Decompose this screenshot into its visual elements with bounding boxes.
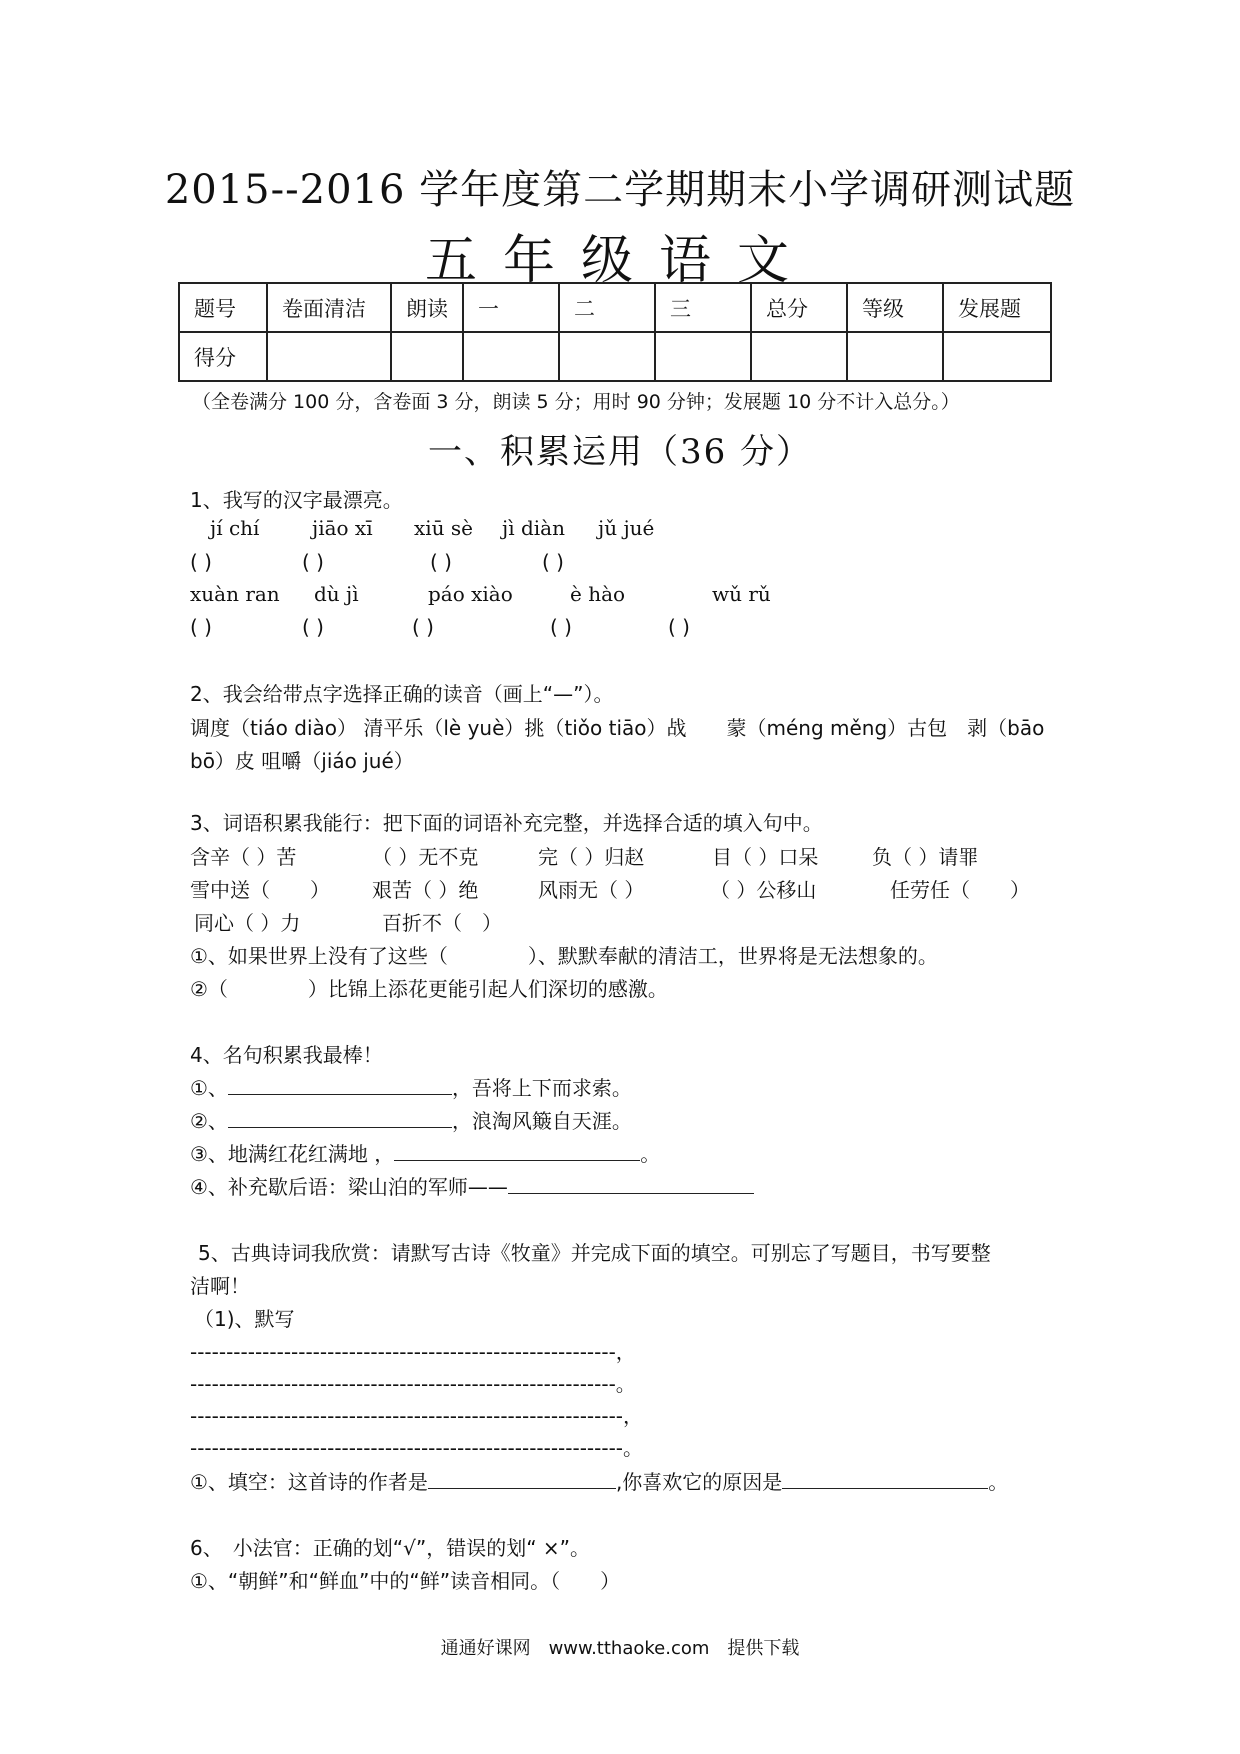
score-cell <box>559 332 655 381</box>
document-subtitle: 五年级语文 <box>424 231 815 291</box>
idiom-blank[interactable]: 负（ ）请罪 <box>872 845 979 869</box>
pinyin: jiāo xī <box>312 516 373 540</box>
question-5-title-cont: 洁啊！ <box>190 1274 250 1298</box>
idiom-blank[interactable]: 艰苦（ ）绝 <box>372 878 479 902</box>
dictation-line[interactable]: ------------------------------------------------------------， <box>190 1404 644 1428</box>
document-title: 2015--2016 学年度第二学期期末小学调研测试题 <box>164 167 1076 213</box>
quote-prefix: ③、地满红花红满地 ， <box>190 1142 395 1166</box>
answer-blank[interactable]: ( ) <box>542 550 564 574</box>
question-3-sentence[interactable]: ①、如果世界上没有了这些（ ）、默默奉献的清洁工，世界将是无法想象的。 <box>190 944 938 968</box>
answer-line[interactable] <box>782 1468 988 1489</box>
score-table-score-row <box>179 332 1051 381</box>
idiom-blank[interactable]: 风雨无（ ） <box>538 878 645 902</box>
quote-item-1 <box>190 1072 632 1101</box>
quote-prefix: ②、 <box>190 1109 228 1133</box>
score-cell <box>751 332 847 381</box>
question-1-title: 1、我写的汉字最漂亮。 <box>190 488 403 512</box>
question-2-line: 调度（tiáo diào） 清平乐（lè yuè）挑（tiǒo tiāo）战 蒙（méng měng）古包 剥（bāo <box>190 716 1045 740</box>
score-cell <box>463 332 559 381</box>
pinyin: wǔ rǔ <box>712 582 771 606</box>
answer-line[interactable] <box>228 1074 452 1095</box>
answer-blank[interactable]: ( ) <box>668 615 690 639</box>
answer-blank[interactable]: ( ) <box>190 615 212 639</box>
dictation-line[interactable]: ------------------------------------------------------------。 <box>190 1436 644 1460</box>
answer-line[interactable] <box>394 1140 640 1161</box>
score-header-cell: 卷面清洁 <box>267 283 391 332</box>
idiom-blank[interactable]: 雪中送（ ） <box>190 878 330 902</box>
pinyin: páo xiào <box>428 582 513 606</box>
question-5-title: 5、古典诗词我欣赏：请默写古诗《牧童》并完成下面的填空。可别忘了写题目，书写要整 <box>198 1241 991 1265</box>
quote-suffix: 。 <box>640 1142 661 1166</box>
quote-item-4 <box>190 1171 754 1200</box>
question-2-title: 2、我会给带点字选择正确的读音（画上“—”）。 <box>190 682 614 706</box>
score-cell <box>391 332 463 381</box>
question-3-title: 3、词语积累我能行：把下面的词语补充完整，并选择合适的填入句中。 <box>190 811 823 835</box>
answer-blank[interactable]: ( ) <box>302 550 324 574</box>
page-footer: 通通好课网 www.tthaoke.com 提供下载 <box>440 1638 800 1659</box>
score-cell <box>655 332 751 381</box>
score-header-cell: 题号 <box>179 283 267 332</box>
idiom-blank[interactable]: 含辛（ ）苦 <box>190 845 297 869</box>
score-cell <box>267 332 391 381</box>
score-header-cell: 等级 <box>847 283 943 332</box>
section-title: 一、积累运用（36 分） <box>427 432 813 472</box>
question-6-item[interactable]: ①、“朝鲜”和“鲜血”中的“鲜”读音相同。（ ） <box>190 1569 621 1593</box>
quote-prefix: ①、 <box>190 1076 228 1100</box>
idiom-blank[interactable]: （ ）公移山 <box>710 878 817 902</box>
pinyin: xuàn ran <box>190 582 280 606</box>
quote-suffix: ，吾将上下而求索。 <box>451 1076 632 1100</box>
dictation-line[interactable]: -----------------------------------------------------------， <box>190 1340 636 1364</box>
score-cell <box>847 332 943 381</box>
score-table-header-row <box>179 283 1051 332</box>
idiom-blank[interactable]: 目（ ）口呆 <box>712 845 819 869</box>
question-4-title: 4、名句积累我最棒！ <box>190 1043 383 1067</box>
fill-prefix: ①、填空：这首诗的作者是 <box>190 1470 428 1494</box>
question-3-sentence[interactable]: ②（ ）比锦上添花更能引起人们深切的感激。 <box>190 977 668 1001</box>
answer-blank[interactable]: ( ) <box>190 550 212 574</box>
answer-blank[interactable]: ( ) <box>550 615 572 639</box>
answer-line[interactable] <box>228 1107 452 1128</box>
question-5-subtitle: （1)、默写 <box>194 1307 295 1331</box>
pinyin: xiū sè <box>414 516 474 540</box>
score-header-cell: 总分 <box>751 283 847 332</box>
dictation-line[interactable]: -----------------------------------------------------------。 <box>190 1372 636 1396</box>
quote-item-2 <box>190 1105 632 1134</box>
answer-blank[interactable]: ( ) <box>412 615 434 639</box>
answer-line[interactable] <box>508 1173 754 1194</box>
fill-middle: ,你喜欢它的原因是 <box>615 1470 783 1494</box>
score-table <box>178 282 1052 382</box>
answer-line[interactable] <box>428 1468 616 1489</box>
quote-item-3 <box>190 1138 660 1167</box>
score-header-cell: 发展题 <box>943 283 1051 332</box>
quote-prefix: ④、补充歇后语：梁山泊的军师—— <box>190 1175 508 1199</box>
pinyin: jǔ jué <box>598 516 655 540</box>
question-5-fill <box>190 1466 1008 1495</box>
idiom-blank[interactable]: 任劳任（ ） <box>890 878 1030 902</box>
idiom-blank[interactable]: （ ）无不克 <box>372 845 479 869</box>
pinyin: è hào <box>570 582 626 606</box>
pinyin: jì diàn <box>502 516 565 540</box>
quote-suffix: ，浪淘风簸自天涯。 <box>451 1109 632 1133</box>
question-2-line: bō）皮 咀嚼（jiáo jué） <box>190 749 414 773</box>
pinyin: jí chí <box>210 516 260 540</box>
question-6-title: 6、 小法官：正确的划“√”，错误的划“ ×”。 <box>190 1536 591 1560</box>
fill-suffix: 。 <box>988 1470 1009 1494</box>
idiom-blank[interactable]: 同心（ ）力 <box>194 911 301 935</box>
score-header-cell: 一 <box>463 283 559 332</box>
score-header-cell: 三 <box>655 283 751 332</box>
score-header-cell: 朗读 <box>391 283 463 332</box>
answer-blank[interactable]: ( ) <box>430 550 452 574</box>
score-cell <box>943 332 1051 381</box>
answer-blank[interactable]: ( ) <box>302 615 324 639</box>
pinyin: dù jì <box>314 582 359 606</box>
idiom-blank[interactable]: 完（ ）归赵 <box>538 845 645 869</box>
score-note: （全卷满分 100 分，含卷面 3 分，朗读 5 分；用时 90 分钟；发展题 10 分不计入总分。） <box>192 391 960 413</box>
score-header-cell: 二 <box>559 283 655 332</box>
idiom-blank[interactable]: 百折不（ ） <box>382 911 502 935</box>
score-row-label: 得分 <box>179 332 267 381</box>
